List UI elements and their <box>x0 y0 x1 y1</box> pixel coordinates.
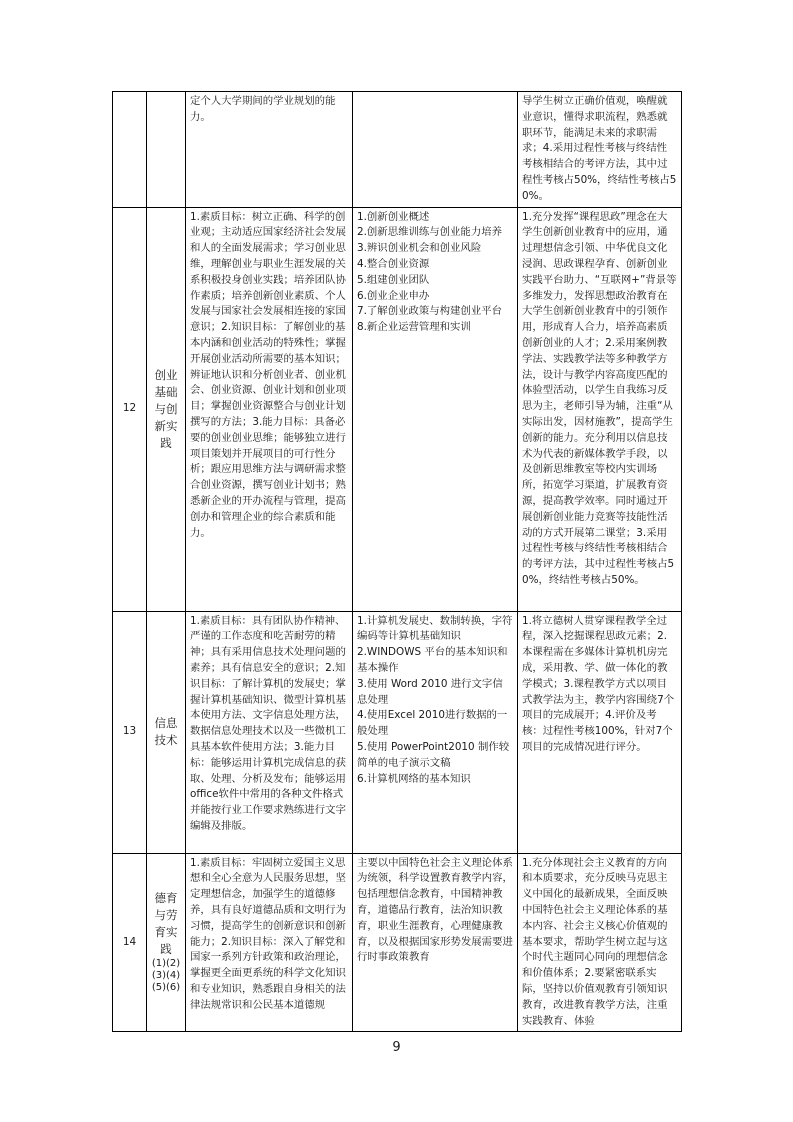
course-part: (5)(6) <box>151 982 181 994</box>
table-row <box>113 853 682 1032</box>
row-number <box>113 92 147 208</box>
course-name: 信息技术 <box>147 611 186 853</box>
course-requirements: 1.充分体现社会主义教育的方向和本质要求，充分反映马克思主义中国化的最新成果，全面反映中国特色社会主义理论体系的基本内容、社会主义核心价值观的基本要求，帮助学生树立起与这个时代主题同心同向的理想信念和价值体系；2.要紧密联系实际，坚持以价值观教育引领知识教育，改进教育教学方法，注重实践教育、体验 <box>518 853 682 1032</box>
course-goals: 1.素质目标：具有团队协作精神、严谨的工作态度和吃苦耐劳的精神；具有采用信息技术处理问题的素养；具有信息安全的意识；2.知识目标：了解计算机的发展史；掌握计算机基础知识、微型计算机基本使用方法、文字信息处理方法，数据信息处理技术以及一些微机工具基本软件使用方法；3.能力目标：能够运用计算机完成信息的获取、处理、分析及发布；能够运用office软件中常用的各种文件格式并能按行业工作要求熟练进行文字编辑及排版。 <box>186 611 353 853</box>
content-item: 7.了解创业政策与构建创业平台 <box>357 305 502 318</box>
table-row <box>113 207 682 611</box>
course-requirements: 1.充分发挥“课程思政”理念在大学生创新创业教育中的应用，通过理想信念引领、中华优良文化浸润、思政课程孕育、创新创业实践平台助力、“互联网+”背景等多维发力，发挥思想政治教育在大学生创新创业教育中的引领作用，形成育人合力，培养高素质创新创业的人才；2.采用案例教学法、实践教学法等多种教学方法，设计与教学内容高度匹配的体验型活动，以学生自我练习反思为主，老师引导为辅，注重“从实际出发，因材施教”，提高学生创新的能力。充分利用以信息技术为代表的新媒体教学手段，以及创新思维教室等校内实训场所，拓宽学习渠道，扩展教育资源，提高教学效率。同时通过开展创新创业能力竞赛等技能性活动的方式开展第二课堂；3.采用过程性考核与终结性考核相结合的考评方法，其中过程性考核占50%，终结性考核占50%。 <box>518 207 682 611</box>
table-row <box>113 92 682 208</box>
content-item: 1.计算机发展史、数制转换，字符编码等计算机基础知识 <box>357 614 513 643</box>
content-item: 8.新企业运营管理和实训 <box>357 321 471 334</box>
content-item: 2.WINDOWS 平台的基本知识和基本操作 <box>357 646 508 674</box>
content-item: 6.计算机网络的基本知识 <box>357 772 471 785</box>
content-item: 3.使用 Word 2010 进行文字信息处理 <box>357 677 503 706</box>
course-part: (1)(2) <box>151 958 181 970</box>
course-content <box>353 207 518 611</box>
course-part: (3)(4) <box>151 970 181 982</box>
course-goals: 定个人大学期间的学业规划的能力。 <box>186 92 353 208</box>
content-item: 3.辨识创业机会和创业风险 <box>357 242 482 255</box>
row-number: 14 <box>113 853 147 1032</box>
row-number: 12 <box>113 207 147 611</box>
content-item: 主要以中国特色社会主义理论体系为统领，科学设置教育教学内容，包括理想信念教育，中国精神教育，道德品行教育，法治知识教育，职业生涯教育，心理健康教育，以及根据国家形势发展需要进行时事政策教育 <box>357 856 513 964</box>
course-requirements: 1.将立德树人贯穿课程教学全过程，深入挖掘课程思政元素；2.本课程需在多媒体计算机机房完成，采用教、学、做一体化的教学模式；3.课程教学方式以项目式教学法为主，教学内容围绕7个项目的完成展开；4.评价及考核：过程性考核100%，针对7个项目的完成情况进行评分。 <box>518 611 682 853</box>
course-content <box>353 611 518 853</box>
course-goals: 1.素质目标：树立正确、科学的创业观；主动适应国家经济社会发展和人的全面发展需求；学习创业思维，理解创业与职业生涯发展的关系积极投身创业实践；培养团队协作素质；培养创新创业素质、个人发展与国家社会发展相连接的家国意识；2.知识目标：了解创业的基本内涵和创业活动的特殊性；掌握开展创业活动所需要的基本知识；辨证地认识和分析创业者、创业机会、创业资源、创业计划和创业项目；掌握创业资源整合与创业计划撰写的方法；3.能力目标：具备必要的创业创业思维；能够独立进行项目策划并开展项目的可行性分析；跟应用思维方法与调研需求整合创业资源，撰写创业计划书；熟悉新企业的开办流程与管理，提高创办和管理企业的综合素质和能力。 <box>186 207 353 611</box>
course-content <box>353 92 518 208</box>
course-name: 创业基础与创新实践 <box>147 207 186 611</box>
course-name <box>147 853 186 1032</box>
page-number: 9 <box>392 1040 401 1055</box>
content-item: 5.使用 PowerPoint2010 制作较简单的电子演示文稿 <box>357 740 510 769</box>
course-requirements: 导学生树立正确价值观，唤醒就业意识，懂得求职流程，熟悉就职环节，能满足未来的求职需求；4.采用过程性考核与终结性考核相结合的考评方法，其中过程性考核占50%，终结性考核占50%。 <box>518 92 682 208</box>
content-item: 1.创新创业概述 <box>357 210 430 223</box>
row-number: 13 <box>113 611 147 853</box>
course-name-text: 德育与劳育实践 <box>154 891 178 957</box>
content-item: 4.整合创业资源 <box>357 257 430 270</box>
content-item: 5.组建创业团队 <box>357 273 430 286</box>
content-item: 2.创新思维训练与创业能力培养 <box>357 226 502 239</box>
course-goals: 1.素质目标：牢固树立爱国主义思想和全心全意为人民服务思想，坚定理想信念，加强学生的道德修养，具有良好道德品质和文明行为习惯，提高学生的创新意识和创新能力；2.知识目标：深入了解党和国家一系列方针政策和政治理论，掌握更全面更系统的科学文化知识和专业知识，熟悉跟自身相关的法律法规常识和公民基本道德规 <box>186 853 353 1032</box>
course-name <box>147 92 186 208</box>
curriculum-table <box>112 91 682 1032</box>
table-row <box>113 611 682 853</box>
content-item: 6.创业企业申办 <box>357 289 430 302</box>
content-item: 4.使用Excel 2010进行数据的一般处理 <box>357 709 508 738</box>
course-content <box>353 853 518 1032</box>
